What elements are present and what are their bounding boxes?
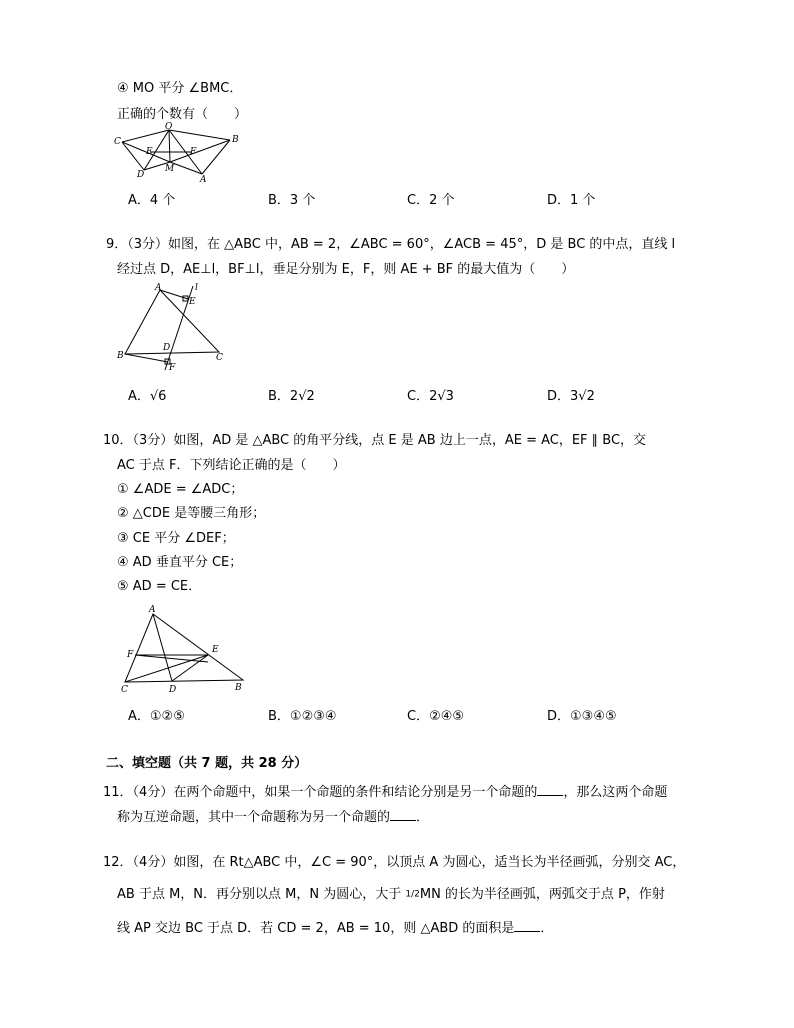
fig-label: M [165, 164, 175, 174]
q9-line2: 经过点 D，AE⊥l，BF⊥l，垂足分别为 E，F，则 AE + BF 的最大值为（ ） [117, 262, 575, 277]
question-prompt: 正确的个数有（ ） [117, 107, 248, 122]
q10-line2: AC 于点 F．下列结论正确的是（ ） [117, 458, 346, 473]
option-c[interactable]: C．②④⑤ [407, 709, 465, 724]
option-a[interactable]: A．4 个 [128, 193, 176, 208]
section-title: 二、填空题（共 7 题，共 28 分） [106, 756, 308, 771]
q12-text: 线 AP 交边 BC 于点 D．若 CD = 2，AB = 10，则 △ABD 的面积是 [117, 921, 515, 936]
option-b[interactable]: B．2√2 [268, 389, 315, 404]
fig-label: l [195, 283, 198, 293]
q11-text: 11．（4分）在两个命题中，如果一个命题的条件和结论分别是另一个命题的 [103, 785, 538, 800]
q11-text: ． [416, 810, 430, 825]
q11-line1 [103, 781, 667, 800]
figure-q10 [115, 600, 250, 694]
fig-label: D [137, 170, 145, 180]
option-d[interactable]: D．1 个 [547, 193, 596, 208]
fig-label: F [127, 650, 134, 660]
q12-text: ． [540, 921, 554, 936]
q12-line2 [117, 883, 665, 902]
figure-q9 [113, 282, 233, 374]
q10-line1: 10．（3分）如图，AD 是 △ABC 的角平分线，点 E 是 AB 边上一点，AE = AC，EF ∥ BC，交 [103, 433, 647, 448]
answer-blank[interactable] [537, 783, 563, 796]
fig-label: O [165, 122, 173, 132]
fig-label: E [212, 645, 219, 655]
fig-label: F [190, 147, 197, 157]
fig-label: A [155, 283, 162, 293]
fig-label: B [117, 351, 124, 361]
option-c[interactable]: C．2 个 [407, 193, 455, 208]
q10-statement-1: ① ∠ADE = ∠ADC； [117, 482, 244, 497]
fig-label: F [169, 363, 176, 373]
q10-statement-2: ② △CDE 是等腰三角形； [117, 506, 266, 521]
option-d[interactable]: D．①③④⑤ [547, 709, 617, 724]
statement-4: ④ MO 平分 ∠BMC． [117, 81, 243, 96]
q12-line1: 12．（4分）如图，在 Rt△ABC 中，∠C = 90°，以顶点 A 为圆心，适当长为半径画弧，分别交 AC， [103, 855, 686, 870]
q11-text: ，那么这两个命题 [563, 785, 668, 800]
q12-text: AB 于点 M，N．再分别以点 M，N 为圆心，大于 [117, 887, 402, 902]
answer-blank[interactable] [514, 919, 540, 932]
option-a[interactable]: A．√6 [128, 389, 167, 404]
option-b[interactable]: B．3 个 [268, 193, 316, 208]
fig-label: B [235, 683, 242, 693]
q11-line2 [117, 806, 429, 825]
fig-label: E [189, 297, 196, 307]
q12-line3 [117, 917, 553, 936]
fraction: 1/2 [405, 889, 420, 900]
fig-label: C [216, 353, 223, 363]
q10-statement-4: ④ AD 垂直平分 CE； [117, 555, 243, 570]
option-a[interactable]: A．①②⑤ [128, 709, 185, 724]
answer-blank[interactable] [390, 808, 416, 821]
q10-statement-3: ③ CE 平分 ∠DEF； [117, 531, 235, 546]
fig-label: D [169, 685, 177, 694]
fig-label: A [200, 175, 207, 184]
fig-label: C [121, 685, 128, 694]
fig-label: C [114, 137, 121, 147]
fig-label: D [163, 343, 171, 353]
q9-line1: 9．（3分）如图，在 △ABC 中，AB = 2，∠ABC = 60°，∠ACB = 45°，D 是 BC 的中点，直线 l [106, 237, 676, 252]
q11-text: 称为互逆命题，其中一个命题称为另一个命题的 [117, 810, 391, 825]
option-d[interactable]: D．3√2 [547, 389, 595, 404]
figure-q8 [112, 122, 242, 184]
fig-label: A [149, 605, 156, 615]
fig-label: B [232, 135, 239, 145]
option-c[interactable]: C．2√3 [407, 389, 454, 404]
q10-statement-5: ⑤ AD = CE． [117, 579, 202, 594]
fig-label: E [146, 147, 153, 157]
q12-text: MN 的长为半径画弧，两弧交于点 P，作射 [419, 887, 665, 902]
option-b[interactable]: B．①②③④ [268, 709, 337, 724]
